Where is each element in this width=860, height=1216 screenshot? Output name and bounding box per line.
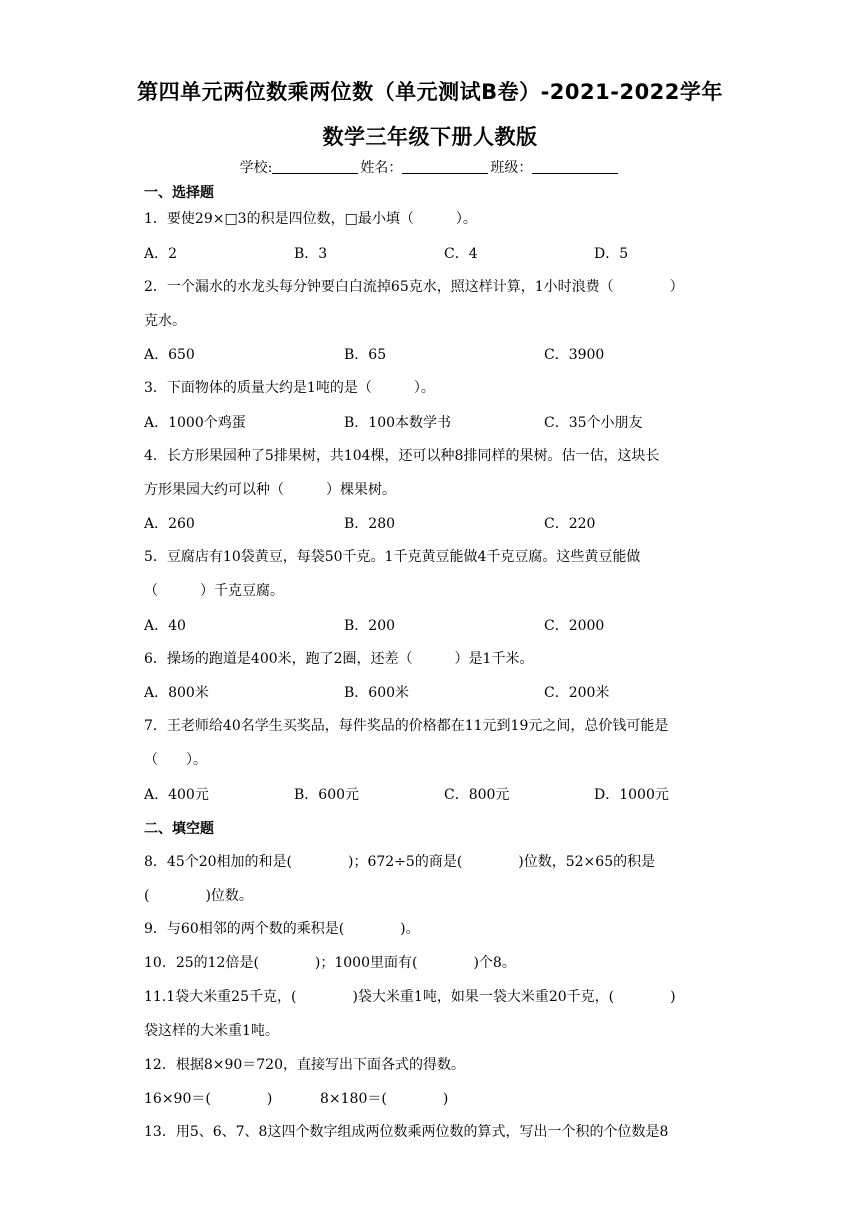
option-b[interactable]: B．200	[344, 618, 396, 634]
name-label: 姓名：	[360, 160, 403, 176]
option-c[interactable]: C．800元	[444, 787, 510, 803]
question-10: 10．25的12倍是( )；1000里面有( )个8。	[144, 955, 516, 971]
section-heading-choice: 一、选择题	[144, 185, 214, 201]
calc-item-2: 8×180＝( )	[320, 1091, 449, 1107]
question-12-items	[144, 1088, 724, 1106]
option-d[interactable]: D．5	[594, 246, 629, 262]
option-a[interactable]: A．260	[144, 516, 195, 532]
question-3-options	[144, 412, 724, 430]
page-title: 第四单元两位数乘两位数（单元测试B卷）-2021-2022学年	[137, 80, 723, 104]
question-11: 11.1袋大米重25千克，( )袋大米重1吨，如果一袋大米重20千克，( )	[144, 989, 676, 1005]
option-c[interactable]: C．3900	[544, 347, 605, 363]
question-2-cont: 克水。	[144, 313, 186, 329]
question-3: 3．下面物体的质量大约是1吨的是（ ）。	[144, 380, 435, 396]
question-7-options	[144, 784, 724, 802]
question-6-options	[144, 682, 724, 700]
student-info-line	[0, 157, 860, 177]
question-13: 13．用5、6、7、8这四个数字组成两位数乘两位数的算式，写出一个积的个位数是8	[144, 1124, 669, 1140]
option-b[interactable]: B．280	[344, 516, 396, 532]
question-7: 7．王老师给40名学生买奖品，每件奖品的价格都在11元到19元之间，总价钱可能是	[144, 718, 669, 734]
section-heading-fill: 二、填空题	[144, 821, 214, 837]
option-b[interactable]: B．3	[294, 246, 328, 262]
class-blank[interactable]	[532, 159, 618, 174]
option-a[interactable]: A．1000个鸡蛋	[144, 415, 246, 431]
question-4: 4．长方形果园种了5排果树，共104棵，还可以种8排同样的果树。估一估，这块长	[144, 448, 660, 464]
question-5-cont: （ ）千克豆腐。	[144, 583, 284, 599]
name-blank[interactable]	[402, 159, 488, 174]
option-b[interactable]: B．600元	[294, 787, 360, 803]
option-a[interactable]: A．800米	[144, 685, 209, 701]
question-12: 12．根据8×90＝720，直接写出下面各式的得数。	[144, 1057, 465, 1073]
question-1: 1．要使29×□3的积是四位数，□最小填（ ）。	[144, 211, 477, 227]
question-7-cont: （ ）。	[144, 752, 207, 768]
question-11-cont: 袋这样的大米重1吨。	[144, 1023, 279, 1039]
question-8: 8．45个20相加的和是( )；672÷5的商是( )位数，52×65的积是	[144, 854, 656, 870]
option-b[interactable]: B．100本数学书	[344, 415, 452, 431]
option-d[interactable]: D．1000元	[594, 787, 669, 803]
question-2: 2．一个漏水的水龙头每分钟要白白流掉65克水，照这样计算，1小时浪费（ ）	[144, 279, 684, 295]
option-c[interactable]: C．2000	[544, 618, 605, 634]
option-a[interactable]: A．400元	[144, 787, 209, 803]
calc-item-1: 16×90＝( )	[144, 1091, 273, 1107]
option-a[interactable]: A．40	[144, 618, 186, 634]
question-5: 5．豆腐店有10袋黄豆，每袋50千克。1千克黄豆能做4千克豆腐。这些黄豆能做	[144, 549, 641, 565]
page-subtitle: 数学三年级下册人教版	[322, 125, 538, 149]
option-a[interactable]: A．2	[144, 246, 178, 262]
school-blank[interactable]	[272, 159, 358, 174]
question-4-options	[144, 513, 724, 531]
question-8-cont: ( )位数。	[144, 888, 253, 904]
option-c[interactable]: C．35个小朋友	[544, 415, 643, 431]
option-b[interactable]: B．600米	[344, 685, 410, 701]
question-5-options	[144, 615, 724, 633]
option-c[interactable]: C．220	[544, 516, 596, 532]
question-4-cont: 方形果园大约可以种（ ）棵果树。	[144, 482, 396, 498]
option-a[interactable]: A．650	[144, 347, 195, 363]
class-label: 班级：	[490, 160, 533, 176]
question-2-options	[144, 344, 724, 362]
question-9: 9．与60相邻的两个数的乘积是( )。	[144, 921, 420, 937]
school-label: 学校:	[239, 160, 273, 176]
option-c[interactable]: C．4	[444, 246, 478, 262]
question-1-options	[144, 243, 724, 261]
option-c[interactable]: C．200米	[544, 685, 610, 701]
question-6: 6．操场的跑道是400米，跑了2圈，还差（ ）是1千米。	[144, 651, 534, 667]
option-b[interactable]: B．65	[344, 347, 387, 363]
